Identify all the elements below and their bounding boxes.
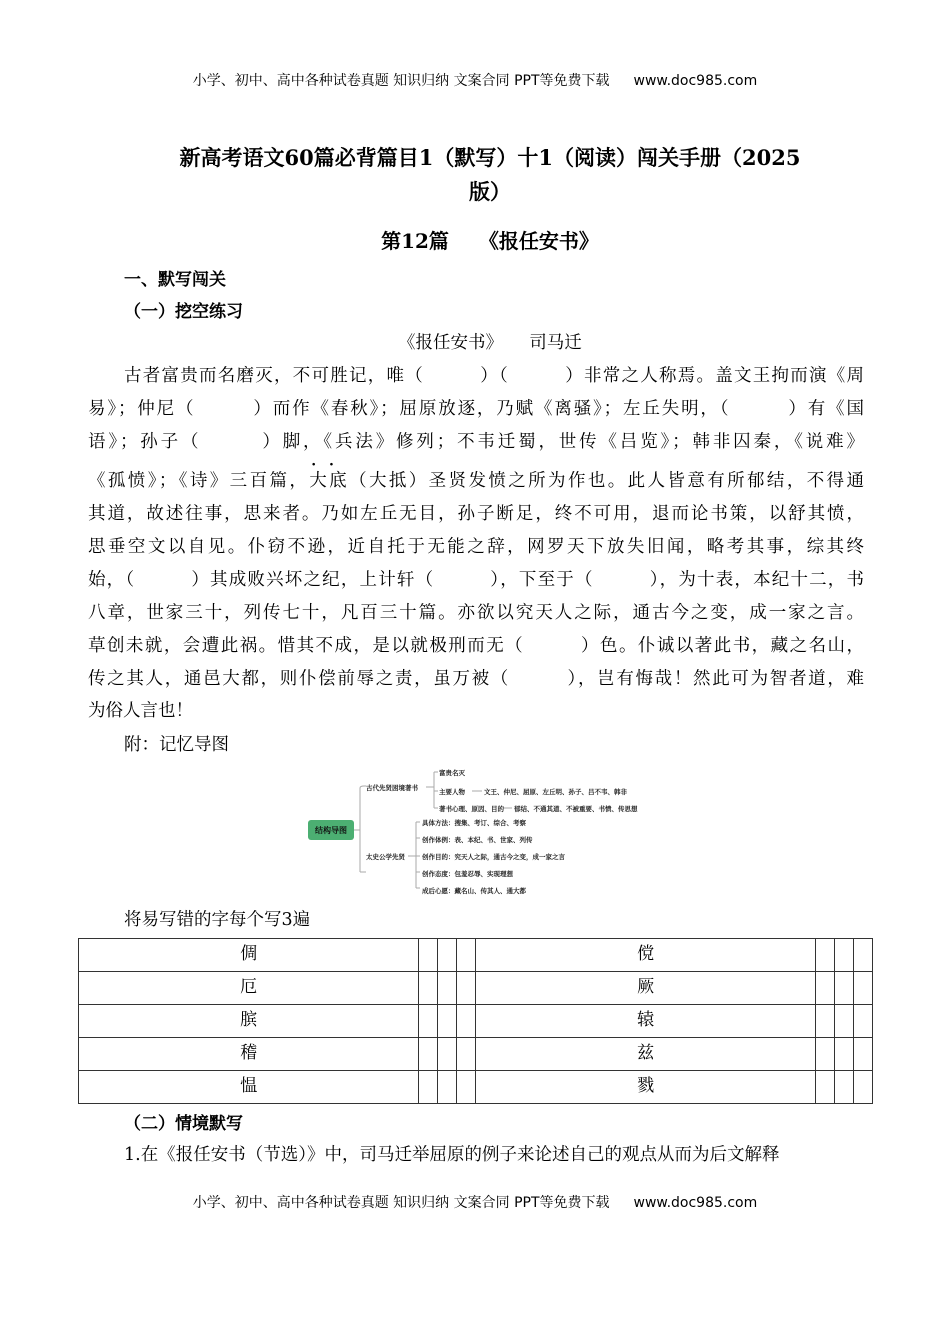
mind-map-node: 成后心愿：藏名山、传其人、通大都 bbox=[422, 887, 526, 895]
header-url[interactable]: www.doc985.com bbox=[633, 73, 758, 89]
practice-cell[interactable] bbox=[835, 1038, 854, 1071]
practice-char: 厥 bbox=[475, 972, 815, 1005]
practice-char: 辕 bbox=[475, 1005, 815, 1038]
subsection-heading: （一）挖空练习 bbox=[124, 302, 243, 322]
practice-cell[interactable] bbox=[457, 972, 476, 1005]
mind-map-node: 创作态度：包羞忍辱、实现理想 bbox=[422, 870, 513, 878]
section-heading: 一、默写闯关 bbox=[124, 270, 226, 290]
practice-cell[interactable] bbox=[438, 972, 457, 1005]
mind-map-root: 结构导图 bbox=[308, 820, 354, 840]
practice-table bbox=[78, 938, 873, 1104]
passage-line: 八章，世家三十，列传七十，凡百三十篇。亦欲以究天人之际，通古今之变，成一家之言。 bbox=[88, 603, 864, 623]
practice-cell[interactable] bbox=[419, 1038, 438, 1071]
table-row bbox=[79, 972, 873, 1005]
mind-map-connectors bbox=[300, 760, 700, 900]
practice-char: 稽 bbox=[79, 1038, 419, 1071]
practice-cell[interactable] bbox=[854, 1071, 873, 1104]
passage-line: 为俗人言也！ bbox=[88, 701, 193, 721]
practice-cell[interactable] bbox=[854, 1005, 873, 1038]
doc-subtitle: 第12篇 《报任安书》 bbox=[381, 229, 599, 253]
title-line2: 版） bbox=[469, 179, 511, 204]
table-row bbox=[79, 1005, 873, 1038]
practice-char: 愠 bbox=[79, 1071, 419, 1104]
mind-map-node: 主要人物 bbox=[439, 788, 465, 796]
passage-line: 草创未就，会遭此祸。惜其不成，是以就极刑而无（ ）色。仆诚以著此书，藏之名山， bbox=[88, 636, 864, 656]
mind-map-node: 创作目的：究天人之际，通古今之变，成一家之言 bbox=[422, 853, 565, 861]
practice-cell[interactable] bbox=[438, 1005, 457, 1038]
practice-cell[interactable] bbox=[816, 972, 835, 1005]
mind-map-node: 著书心理、原因、目的 bbox=[439, 805, 504, 813]
passage-line: 其道，故述往事，思来者。乃如左丘无目，孙子断足，终不可用，退而论书策，以舒其愤， bbox=[88, 504, 864, 524]
practice-cell[interactable] bbox=[816, 1005, 835, 1038]
practice-cell[interactable] bbox=[835, 1071, 854, 1104]
emphasized-text: · · 大底 bbox=[309, 471, 349, 491]
passage-title: 《报任安书》 司马迁 bbox=[398, 333, 582, 353]
practice-cell[interactable] bbox=[835, 939, 854, 972]
practice-cell[interactable] bbox=[854, 939, 873, 972]
practice-cell[interactable] bbox=[419, 972, 438, 1005]
footer-url[interactable]: www.doc985.com bbox=[633, 1195, 758, 1211]
passage-text: 《孤愤》；《诗》三百篇， bbox=[88, 471, 310, 491]
mind-map-branch: 古代先贤困境著书 bbox=[366, 784, 418, 792]
doc-title bbox=[120, 141, 860, 209]
question-1: 1.在《报任安书（节选）》中，司马迁举屈原的例子来论述自己的观点从而为后文解释 bbox=[124, 1145, 780, 1165]
mind-map-node: 郁结、不通其道、不被重要、书愤、传思想 bbox=[514, 805, 638, 813]
practice-cell[interactable] bbox=[457, 1071, 476, 1104]
mind-map-node: 具体方法：搜集、考订、综合、考察 bbox=[422, 819, 526, 827]
practice-char: 戮 bbox=[475, 1071, 815, 1104]
practice-cell[interactable] bbox=[438, 1038, 457, 1071]
practice-char: 倜 bbox=[79, 939, 419, 972]
passage-line: 古者富贵而名磨灭，不可胜记，唯（ ）（ ）非常之人称焉。盖文王拘而演《周 bbox=[124, 366, 864, 386]
title-line1: 新高考语文60篇必背篇目1（默写）十1（阅读）闯关手册（2025 bbox=[179, 145, 801, 170]
page-footer bbox=[0, 1192, 950, 1212]
footer-text: 小学、初中、高中各种试卷真题 知识归纳 文案合同 PPT等免费下载 bbox=[192, 1195, 610, 1211]
mind-map-node: 文王、仲尼、屈原、左丘明、孙子、吕不韦、韩非 bbox=[484, 788, 627, 796]
practice-cell[interactable] bbox=[457, 1005, 476, 1038]
passage-text: （大抵）圣贤发愤之所为作也。此人皆意有所郁结，不得通 bbox=[349, 471, 865, 491]
mind-map-node: 富贵名灭 bbox=[439, 769, 465, 777]
practice-cell[interactable] bbox=[457, 939, 476, 972]
mind-map bbox=[300, 760, 700, 900]
page-header bbox=[0, 70, 950, 90]
practice-char: 兹 bbox=[475, 1038, 815, 1071]
practice-cell[interactable] bbox=[816, 1038, 835, 1071]
table-row bbox=[79, 1071, 873, 1104]
appendix-label: 附：记忆导图 bbox=[124, 735, 229, 755]
practice-cell[interactable] bbox=[419, 1071, 438, 1104]
header-text: 小学、初中、高中各种试卷真题 知识归纳 文案合同 PPT等免费下载 bbox=[192, 73, 610, 89]
practice-label: 将易写错的字每个写3遍 bbox=[124, 910, 311, 930]
practice-char: 傥 bbox=[475, 939, 815, 972]
passage-line: 易》；仲尼（ ）而作《春秋》；屈原放逐，乃赋《离骚》；左丘失明，（ ）有《国 bbox=[88, 399, 864, 419]
practice-cell[interactable] bbox=[419, 939, 438, 972]
passage-line: 语》；孙子（ ）脚，《兵法》修列；不韦迁蜀，世传《吕览》；韩非囚秦，《说难》 bbox=[88, 432, 864, 452]
subsection-heading-2: （二）情境默写 bbox=[124, 1114, 243, 1134]
practice-cell[interactable] bbox=[438, 1071, 457, 1104]
table-row bbox=[79, 1038, 873, 1071]
practice-cell[interactable] bbox=[835, 972, 854, 1005]
passage-line: 始，（ ）其成败兴坏之纪，上计轩（ ），下至于（ ），为十表，本纪十二，书 bbox=[88, 570, 864, 590]
mind-map-branch: 太史公学先贤 bbox=[366, 853, 405, 861]
table-row bbox=[79, 939, 873, 972]
practice-cell[interactable] bbox=[854, 1038, 873, 1071]
passage-line: 传之其人，通邑大都，则仆偿前辱之责，虽万被（ ），岂有悔哉！然此可为智者道，难 bbox=[88, 669, 864, 689]
practice-cell[interactable] bbox=[419, 1005, 438, 1038]
practice-cell[interactable] bbox=[835, 1005, 854, 1038]
passage-line: 思垂空文以自见。仆窃不逊，近自托于无能之辞，网罗天下放失旧闻，略考其事，综其终 bbox=[88, 537, 864, 557]
passage-line bbox=[88, 467, 864, 492]
practice-char: 厄 bbox=[79, 972, 419, 1005]
practice-cell[interactable] bbox=[457, 1038, 476, 1071]
practice-cell[interactable] bbox=[854, 972, 873, 1005]
practice-cell[interactable] bbox=[438, 939, 457, 972]
practice-cell[interactable] bbox=[816, 939, 835, 972]
practice-char: 膑 bbox=[79, 1005, 419, 1038]
mind-map-node: 创作体例：表、本纪、书、世家、列传 bbox=[422, 836, 533, 844]
practice-cell[interactable] bbox=[816, 1071, 835, 1104]
